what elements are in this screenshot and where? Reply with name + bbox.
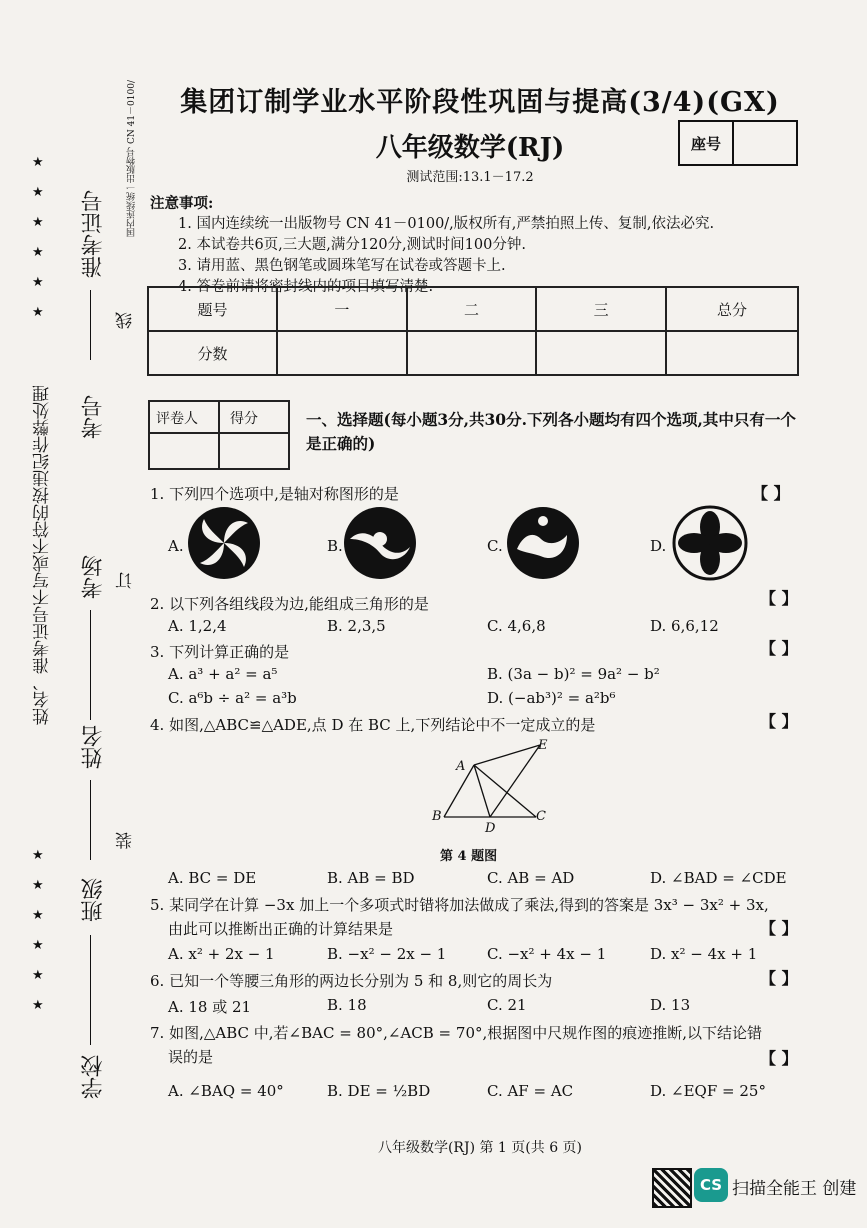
option: A. 18 或 21 [168, 998, 252, 1016]
star-icon: ★ [32, 908, 44, 923]
seat-label: 座号 [680, 122, 734, 164]
note-item: 4. 答卷前请将密封线内的项目填写清楚. [178, 279, 434, 295]
grader-reviewer-label: 评卷人 [156, 411, 198, 427]
side-field-room: 考场 [81, 555, 106, 599]
page-footer: 八年级数学(RJ) 第 1 页(共 6 页) [377, 1140, 583, 1156]
fill-line [90, 935, 91, 1045]
option: C. −x² + 4x − 1 [487, 945, 607, 963]
option: D. x² − 4x + 1 [650, 945, 758, 963]
figure-4-caption: 第 4 题图 [440, 849, 498, 864]
option: B. 2,3,5 [327, 617, 386, 635]
question-4: 4. 如图,△ABC≌△ADE,点 D 在 BC 上,下列结论中不一定成立的是 [150, 716, 596, 734]
answer-bracket[interactable]: 【 】 [752, 484, 790, 503]
note-item: 1. 国内连续统一出版物号 CN 41－0100/,版权所有,严禁拍照上传、复制,依法必究. [178, 216, 715, 232]
option: B. 18 [327, 996, 367, 1014]
star-icon: ★ [32, 275, 44, 290]
option: B. −x² − 2x − 1 [327, 945, 447, 963]
option-label: B. [327, 537, 343, 555]
option: B. (3a − b)² = 9a² − b² [487, 665, 660, 683]
star-icon: ★ [32, 878, 44, 893]
star-icon: ★ [32, 968, 44, 983]
note-item: 3. 请用蓝、黑色钢笔或圆珠笔写在试卷或答题卡上. [178, 258, 506, 274]
notes-heading: 注意事项: [150, 195, 214, 212]
score-header-cell: 总分 [666, 287, 798, 331]
watermark-text: 扫描全能王 创建 [732, 1179, 857, 1199]
side-field-exam-no: 考号 [81, 395, 106, 439]
seat-number-box[interactable] [678, 120, 798, 166]
figure-4-triangles [430, 735, 550, 835]
point-label-b: B [432, 809, 442, 824]
page-subtitle: 八年级数学(RJ) [375, 133, 565, 163]
question-1: 1. 下列四个选项中,是轴对称图形的是 [150, 485, 399, 503]
option: D. ∠EQF = 25° [650, 1082, 766, 1100]
option-label: D. [650, 537, 667, 555]
option: D. 6,6,12 [650, 617, 719, 635]
option: C. AB = AD [487, 869, 575, 887]
option-label: A. [168, 537, 184, 555]
option: D. 13 [650, 996, 691, 1014]
section-1-title: 一、选择题(每小题3分,共30分.下列各小题均有四个选项,其中只有一个是正确的) [306, 410, 796, 453]
score-cell[interactable] [277, 331, 407, 375]
question-7: 7. 如图,△ABC 中,若∠BAC = 80°,∠ACB = 70°,根据图中尺规作图的痕迹推断,以下结论错 [150, 1024, 763, 1042]
answer-bracket[interactable]: 【 】 [760, 919, 798, 938]
answer-bracket[interactable]: 【 】 [760, 969, 798, 988]
point-label-c: C [536, 809, 546, 824]
drop-symbol-c-icon [505, 505, 581, 581]
star-icon: ★ [32, 185, 44, 200]
side-field-name: 姓名 [81, 725, 106, 769]
question-5: 5. 某同学在计算 −3x 加上一个多项式时错将加法做成了乘法,得到的答案是 3x³ − 3x² + 3x, [150, 896, 769, 914]
side-field-school: 学校 [81, 1055, 106, 1099]
score-table-row [148, 331, 798, 375]
scanner-logo-icon: CS [694, 1168, 728, 1202]
star-icon: ★ [32, 215, 44, 230]
notes-block [150, 193, 714, 298]
fill-line [90, 610, 91, 720]
score-header-cell: 一 [277, 287, 407, 331]
option: B. AB = BD [327, 869, 415, 887]
option: C. 4,6,8 [487, 617, 546, 635]
option: B. DE = ½BD [327, 1082, 431, 1100]
option: C. a⁶b ÷ a² = a³b [168, 689, 297, 707]
score-header-cell: 题号 [148, 287, 277, 331]
question-3: 3. 下列计算正确的是 [150, 643, 290, 661]
option: A. a³ + a² = a⁵ [168, 665, 278, 683]
option: C. 21 [487, 996, 527, 1014]
star-icon: ★ [32, 245, 44, 260]
grader-score-label: 得分 [230, 411, 258, 427]
score-cell[interactable] [666, 331, 798, 375]
score-table [147, 286, 799, 376]
side-code: 国内连续统一出版物号 CN 41－0100/ [127, 80, 137, 237]
score-cell[interactable] [536, 331, 666, 375]
option: D. (−ab³)² = a²b⁶ [487, 689, 616, 707]
divider [150, 432, 288, 434]
star-icon: ★ [32, 305, 44, 320]
point-label-e: E [538, 738, 548, 753]
option: D. ∠BAD = ∠CDE [650, 869, 787, 887]
side-field-exam-id: 准考证号 [81, 190, 106, 278]
score-table-header-row [148, 287, 798, 331]
grader-box [148, 400, 290, 470]
answer-bracket[interactable]: 【 】 [760, 712, 798, 731]
score-cell[interactable] [407, 331, 537, 375]
seal-line-label: 线 [116, 312, 136, 329]
seal-order-label: 订 [116, 572, 136, 589]
qr-code-icon [652, 1168, 692, 1208]
star-icon: ★ [32, 155, 44, 170]
divider [218, 402, 220, 468]
score-row-label: 分数 [148, 331, 277, 375]
point-label-a: A [456, 759, 466, 774]
seat-input[interactable] [734, 122, 796, 164]
question-5-cont: 由此可以推断出正确的计算结果是 [168, 920, 394, 938]
seal-bind-label: 装 [116, 832, 136, 849]
question-7-cont: 误的是 [168, 1048, 214, 1066]
question-6: 6. 已知一个等腰三角形的两边长分别为 5 和 8,则它的周长为 [150, 972, 553, 990]
option: A. 1,2,4 [168, 617, 227, 635]
option-label: C. [487, 537, 503, 555]
flower-symbol-d-icon [672, 505, 748, 581]
side-field-class: 班级 [81, 878, 106, 922]
note-item: 2. 本试卷共6页,三大题,满分120分,测试时间100分钟. [178, 237, 526, 253]
point-label-d: D [485, 821, 496, 836]
question-2: 2. 以下列各组线段为边,能组成三角形的是 [150, 595, 429, 613]
answer-bracket[interactable]: 【 】 [760, 1049, 798, 1068]
option: A. x² + 2x − 1 [168, 945, 275, 963]
answer-bracket[interactable]: 【 】 [760, 589, 798, 608]
score-header-cell: 三 [536, 287, 666, 331]
answer-bracket[interactable]: 【 】 [760, 639, 798, 658]
star-icon: ★ [32, 998, 44, 1013]
side-warning: 姓名、准考证号不写或不符的按违纪作弊处理 [33, 385, 53, 725]
score-header-cell: 二 [407, 287, 537, 331]
option: C. AF = AC [487, 1082, 574, 1100]
option: A. BC = DE [168, 869, 257, 887]
test-range: 测试范围:13.1－17.2 [406, 170, 534, 185]
fill-line [90, 290, 91, 360]
swirl-symbol-b-icon [342, 505, 418, 581]
option: A. ∠BAQ = 40° [168, 1082, 284, 1100]
page-title: 集团订制学业水平阶段性巩固与提高(3/4)(GX) [180, 87, 780, 118]
star-icon: ★ [32, 938, 44, 953]
star-icon: ★ [32, 848, 44, 863]
fill-line [90, 780, 91, 860]
swirl-symbol-a-icon [186, 505, 262, 581]
